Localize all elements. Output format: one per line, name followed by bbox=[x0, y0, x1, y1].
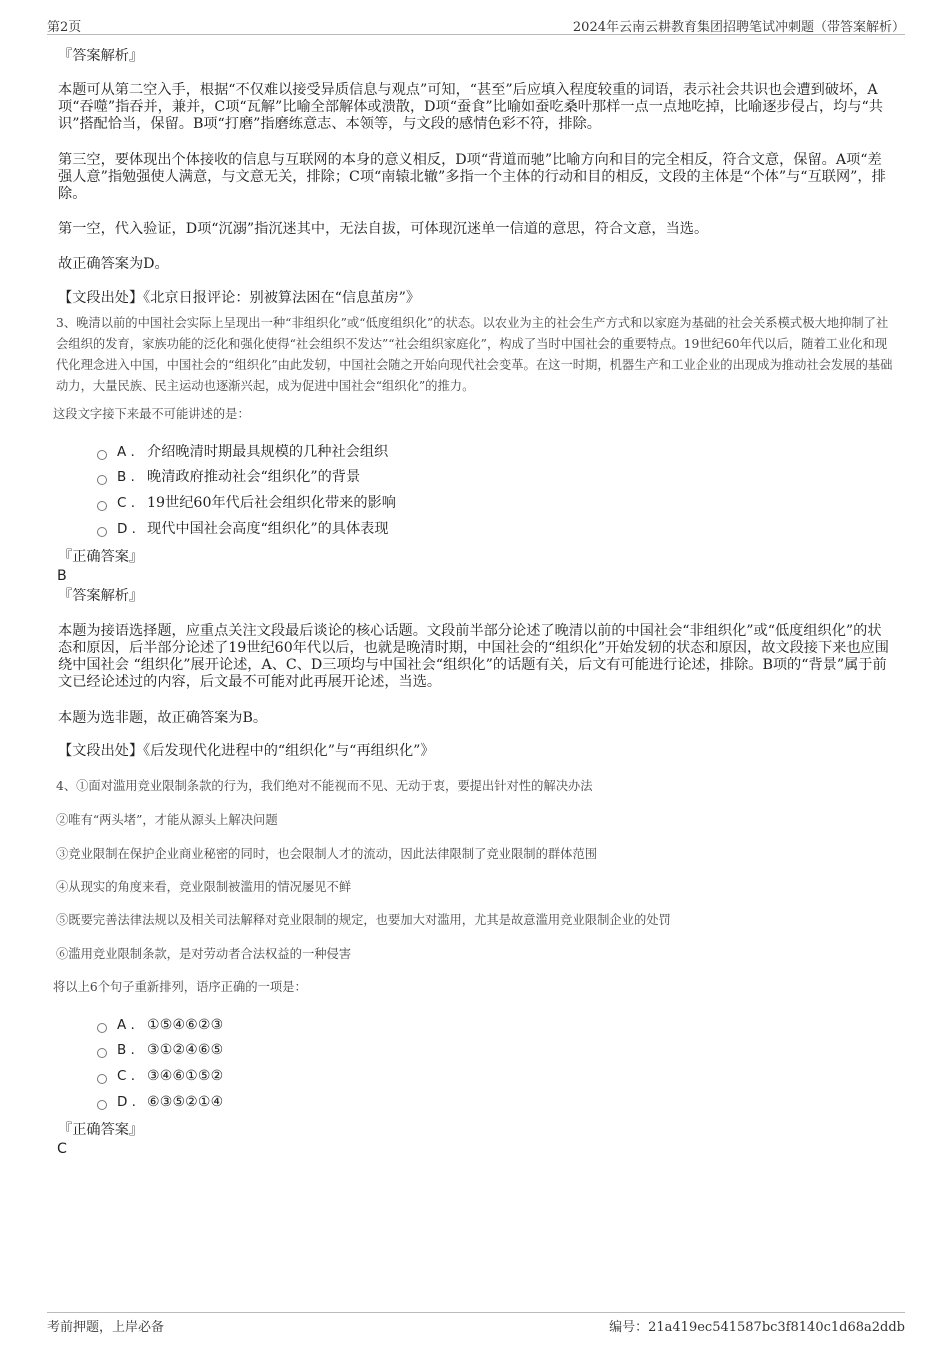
q4-option-d[interactable]: D . ⑥③⑤②①④ bbox=[97, 1093, 223, 1111]
q2-analysis-paragraph-1: 本题可从第二空入手，根据“不仅难以接受异质信息与观点”可知，“甚至”后应填入程度较重的词语，表示社会共识也会遭到破坏，A项“吞噬”指吞并，兼并，C项“瓦解”比喻全部解体或溃散，D项“蚕食”比喻如蚕吃桑叶那样一点一点地吃掉，比喻逐步侵占，均与“共识”搭配恰当，保留。B项“打磨”指磨练意志、本领等，与文段的感情色彩不符，排除。 bbox=[58, 82, 883, 132]
q4-sentence-4: ④从现实的角度来看，竞业限制被滥用的情况屡见不鲜 bbox=[56, 880, 352, 894]
radio-icon[interactable] bbox=[97, 527, 107, 537]
q4-option-b[interactable]: B . ③①②④⑥⑤ bbox=[97, 1041, 223, 1059]
page-number: 第2页 bbox=[47, 20, 82, 35]
radio-icon[interactable] bbox=[97, 450, 107, 460]
q2-analysis-label: 『答案解析』 bbox=[58, 48, 144, 64]
q3-option-b[interactable]: B . 晚清政府推动社会“组织化”的背景 bbox=[97, 468, 360, 486]
q3-answer-label: 『正确答案』 bbox=[58, 549, 144, 565]
q4-sentence-3: ③竞业限制在保护企业商业秘密的同时，也会限制人才的流动，因此法律限制了竞业限制的群体范围 bbox=[56, 847, 598, 861]
document-title: 2024年云南云耕教育集团招聘笔试冲刺题（带答案解析） bbox=[572, 20, 905, 35]
radio-icon[interactable] bbox=[97, 1023, 107, 1033]
radio-icon[interactable] bbox=[97, 475, 107, 485]
q3-analysis-label: 『答案解析』 bbox=[58, 588, 144, 604]
q4-sentence-5: ⑤既要完善法律法规以及相关司法解释对竞业限制的规定，也要加大对滥用，尤其是故意滥用竞业限制企业的处罚 bbox=[56, 913, 671, 927]
radio-icon[interactable] bbox=[97, 501, 107, 511]
q2-source: 【文段出处】《北京日报评论：别被算法困在“信息茧房”》 bbox=[58, 290, 421, 306]
q4-sentence-6: ⑥滥用竞业限制条款，是对劳动者合法权益的一种侵害 bbox=[56, 947, 352, 961]
page-footer bbox=[47, 1312, 905, 1335]
q3-analysis-paragraph-2: 本题为选非题，故正确答案为B。 bbox=[58, 710, 268, 726]
q4-option-c[interactable]: C . ③④⑥①⑤② bbox=[97, 1067, 223, 1085]
q3-answer: B bbox=[57, 568, 67, 584]
q2-analysis-paragraph-3: 第一空，代入验证，D项“沉溺”指沉迷其中，无法自拔，可体现沉迷单一信道的意思，符合文意，当选。 bbox=[58, 221, 709, 237]
radio-icon[interactable] bbox=[97, 1074, 107, 1084]
q4-question: 将以上6个句子重新排列，语序正确的一项是： bbox=[53, 980, 307, 994]
q3-option-d[interactable]: D . 现代中国社会高度“组织化”的具体表现 bbox=[97, 520, 389, 538]
document-code: 编号：21a419ec541587bc3f8140c1d68a2ddb bbox=[609, 1320, 905, 1335]
radio-icon[interactable] bbox=[97, 1048, 107, 1058]
q3-option-c[interactable]: C . 19世纪60年代后社会组织化带来的影响 bbox=[97, 494, 396, 512]
q4-option-a[interactable]: A . ①⑤④⑥②③ bbox=[97, 1016, 223, 1034]
q2-analysis-paragraph-4: 故正确答案为D。 bbox=[58, 256, 169, 272]
q3-question: 这段文字接下来最不可能讲述的是： bbox=[53, 407, 250, 421]
page-header bbox=[47, 14, 905, 35]
q3-source: 【文段出处】《后发现代化进程中的“组织化”与“再组织化”》 bbox=[58, 743, 435, 759]
q4-sentence-1: 4、①面对滥用竞业限制条款的行为，我们绝对不能视而不见、无动于衷，要提出针对性的解决办法 bbox=[56, 779, 593, 793]
q4-answer: C bbox=[57, 1141, 67, 1157]
q2-analysis-paragraph-2: 第三空，要体现出个体接收的信息与互联网的本身的意义相反，D项“背道而驰”比喻方向和目的完全相反，符合文意，保留。A项“差强人意”指勉强使人满意，与文意无关，排除；C项“南辕北辙”多指一个主体的行动和目的相反，文段的主体是“个体”与“互联网”，排除。 bbox=[58, 152, 886, 202]
footer-slogan: 考前押题，上岸必备 bbox=[47, 1320, 165, 1335]
q3-stem: 3、晚清以前的中国社会实际上呈现出一种“非组织化”或“低度组织化”的状态。以农业为主的社会生产方式和以家庭为基础的社会关系模式极大地抑制了社会组织的发育，家族功能的泛化和强化使得“社会组织不发达”“社会组织家庭化”，构成了当时中国社会的重要特点。19世纪60年代以后，随着工业化和现代化理念进入中国，中国社会的“组织化”由此发轫，中国社会随之开始向现代社会变革。在这一时期，机器生产和工业企业的出现成为推动社会发展的基础动力，大量民族、民主运动也逐渐兴起，成为促进中国社会“组织化”的推力。 bbox=[56, 316, 893, 393]
q4-answer-label: 『正确答案』 bbox=[58, 1122, 144, 1138]
radio-icon[interactable] bbox=[97, 1100, 107, 1110]
q3-analysis-paragraph-1: 本题为接语选择题，应重点关注文段最后谈论的核心话题。文段前半部分论述了晚清以前的中国社会“非组织化”或“低度组织化”的状态和原因，后半部分论述了19世纪60年代以后，也就是晚清时期，中国社会的“组织化”开始发轫的状态和原因，故文段接下来也应围绕中国社会 “组织化”展开论述，A、C、D三项均与中国社会“组织化”的话题有关，后文有可能进行论述，排除。B项的“背景”属于前文已经论述过的内容，后文最不可能对此再展开论述，当选。 bbox=[58, 623, 889, 690]
q4-sentence-2: ②唯有“两头堵”，才能从源头上解决问题 bbox=[56, 813, 278, 827]
q3-option-a[interactable]: A . 介绍晚清时期最具规模的几种社会组织 bbox=[97, 443, 388, 461]
